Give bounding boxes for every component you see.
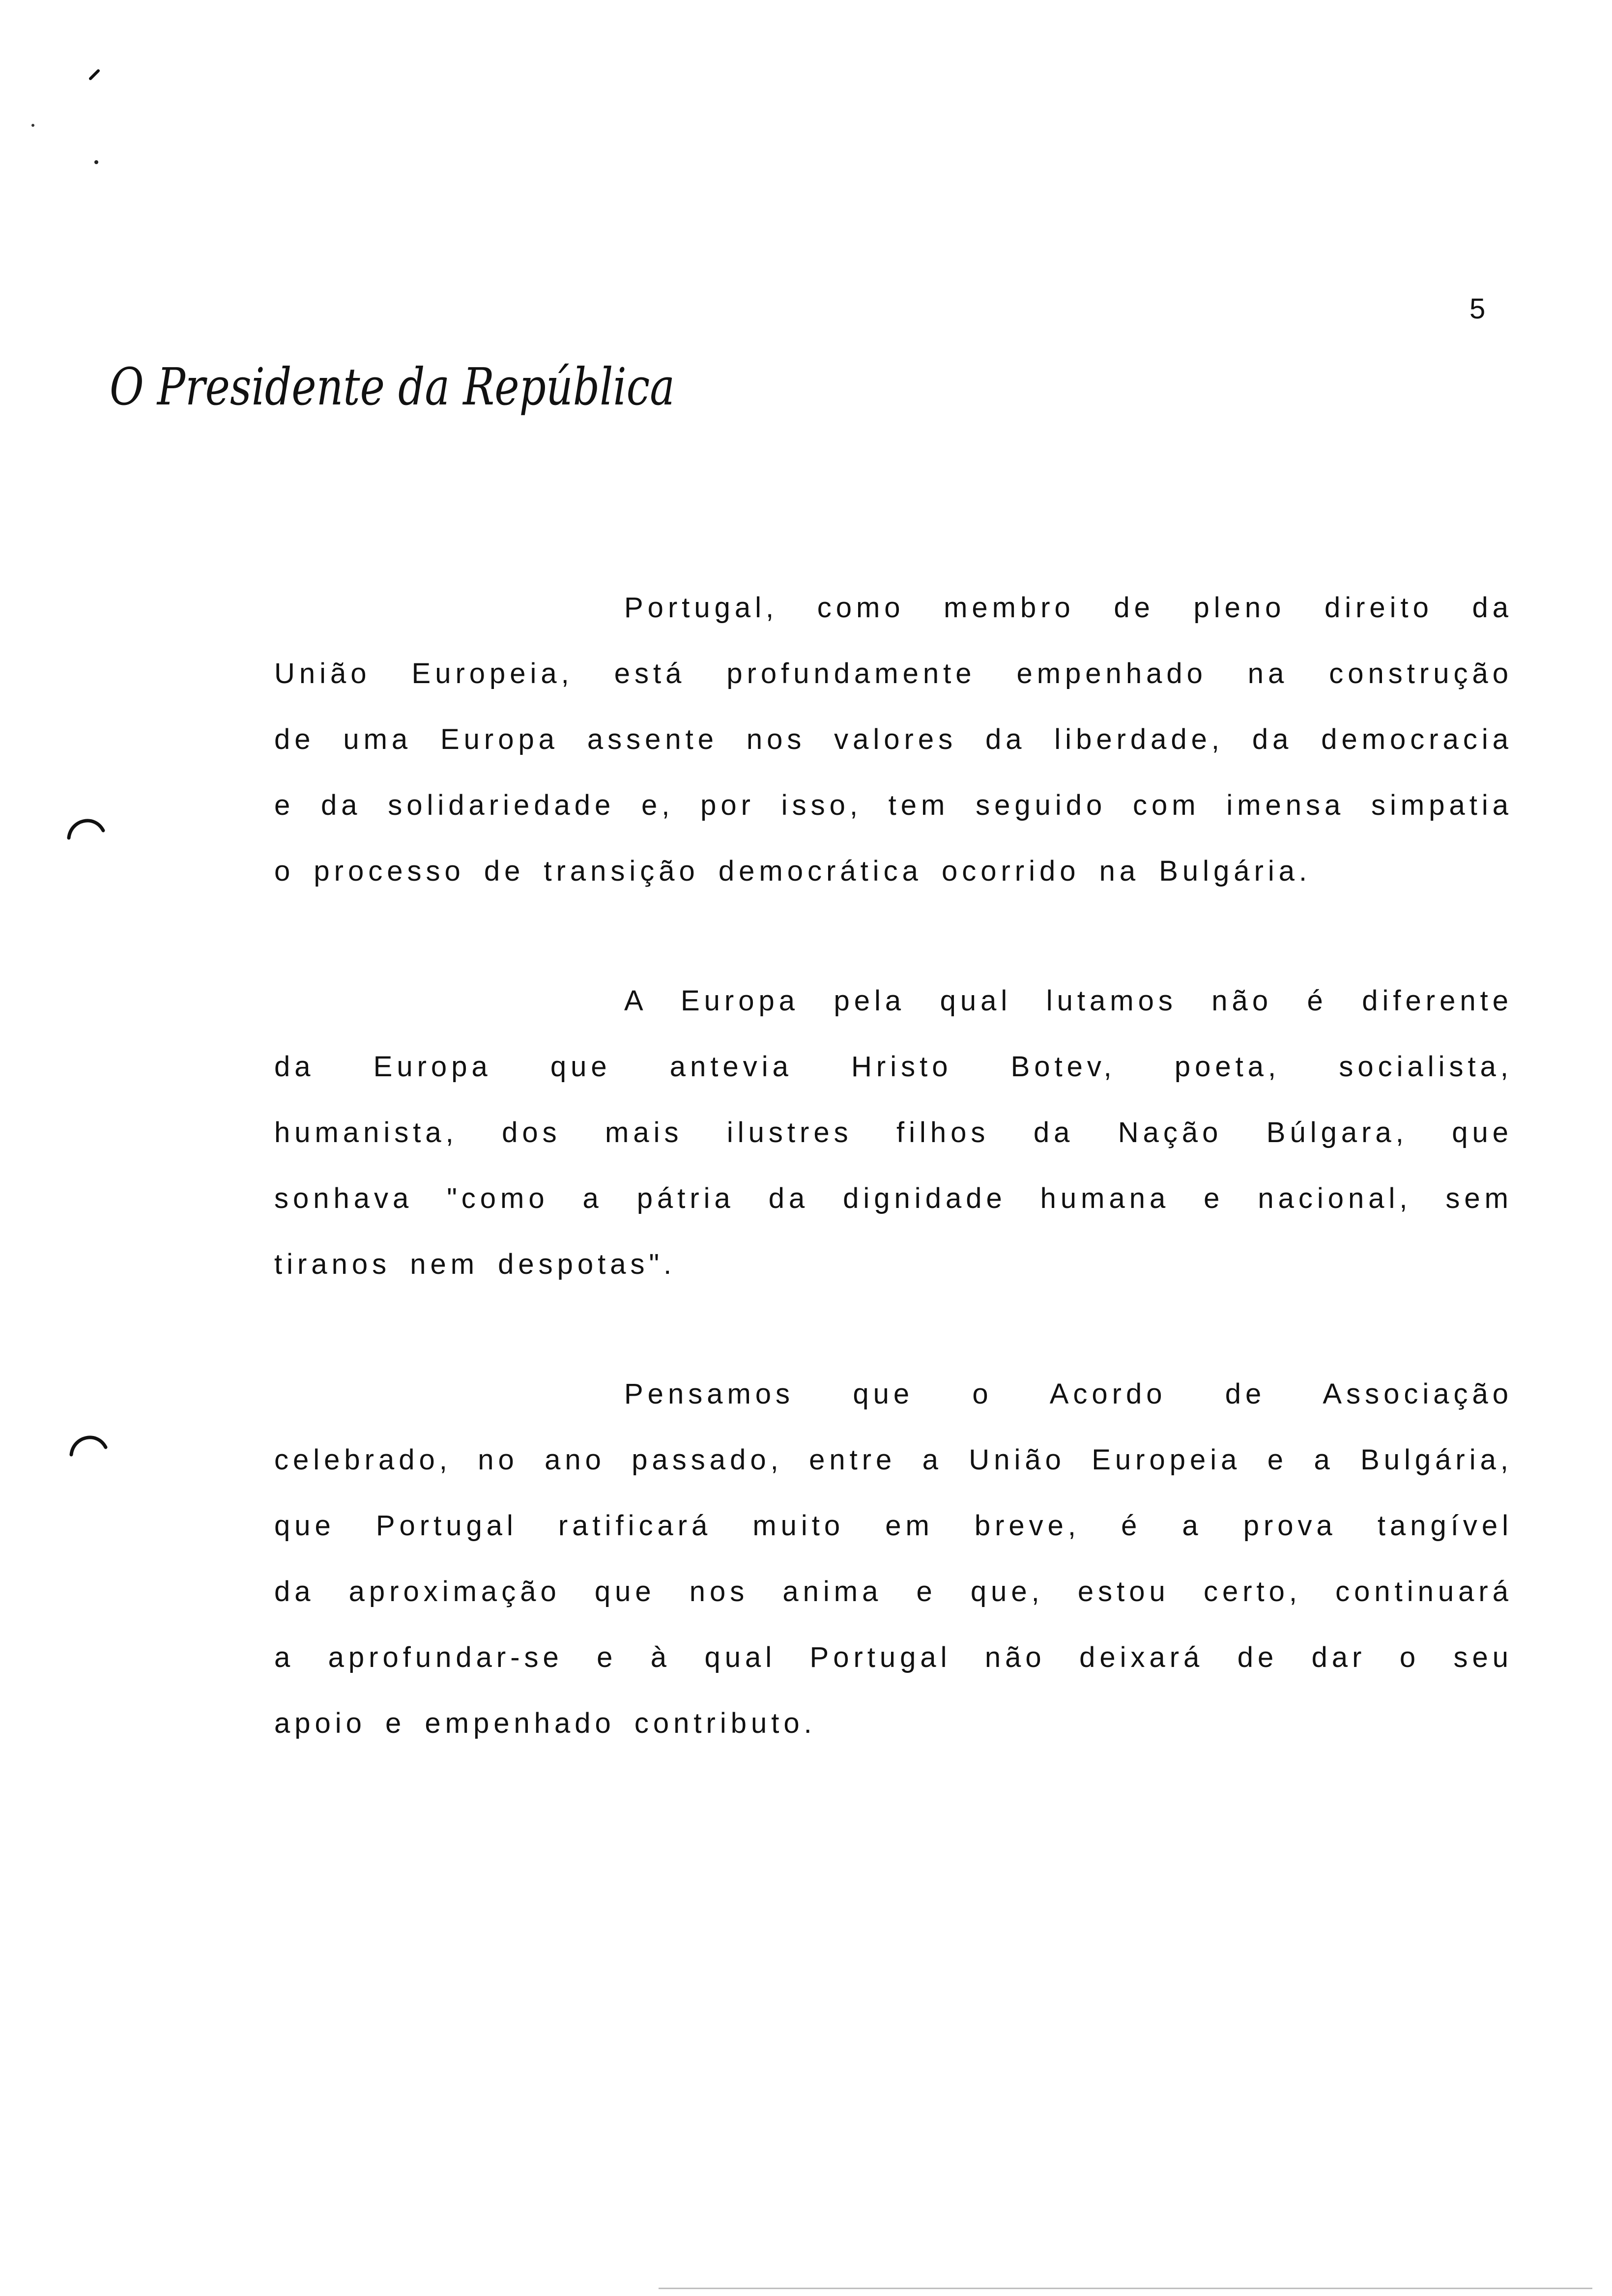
paragraph-line: humanista, dos mais ilustres filhos da Nação Búlgara, que (274, 1117, 1513, 1148)
paragraph-line: tiranos nem despotas". (274, 1248, 676, 1280)
scan-speck-icon (29, 122, 36, 129)
punch-hole-arc-icon (64, 811, 108, 840)
paragraph-line: a aprofundar-se e à qual Portugal não deixará de dar o seu (274, 1641, 1513, 1673)
paragraph-line: Pensamos que o Acordo de Associação (624, 1378, 1513, 1410)
paragraph-1 (274, 575, 1513, 904)
paragraph-line: Portugal, como membro de pleno direito da (624, 592, 1513, 624)
letterhead (106, 346, 686, 430)
paragraph-line: de uma Europa assente nos valores da liberdade, da democracia (274, 723, 1513, 755)
paragraph-line: celebrado, no ano passado, entre a União Europeia e a Bulgária, (274, 1444, 1513, 1476)
paragraph-line: apoio e empenhado contributo. (274, 1707, 816, 1739)
paragraph-2 (274, 968, 1513, 1297)
paragraph-line: A Europa pela qual lutamos não é diferente (624, 985, 1513, 1017)
scan-edge-line (659, 2288, 1592, 2289)
paragraph-line: sonhava "como a pátria da dignidade humana e nacional, sem (274, 1182, 1513, 1214)
paragraph-line: União Europeia, está profundamente empenhado na construção (274, 658, 1513, 689)
scan-speck-icon (87, 64, 107, 84)
scan-speck-icon (92, 158, 100, 166)
punch-hole-arc-icon (66, 1428, 111, 1457)
letterhead-text: O Presidente da República (110, 357, 675, 417)
paragraph-line: da aproximação que nos anima e que, estou certo, continuará (274, 1576, 1513, 1607)
paragraph-line: da Europa que antevia Hristo Botev, poeta, socialista, (274, 1051, 1513, 1083)
paragraph-line: que Portugal ratificará muito em breve, é a prova tangível (274, 1510, 1513, 1542)
paragraph-3 (274, 1361, 1513, 1756)
page-number: 5 (1469, 293, 1486, 325)
paragraph-line: e da solidariedade e, por isso, tem seguido com imensa simpatia (274, 789, 1513, 821)
paragraph-line: o processo de transição democrática ocorrido na Bulgária. (274, 855, 1312, 887)
